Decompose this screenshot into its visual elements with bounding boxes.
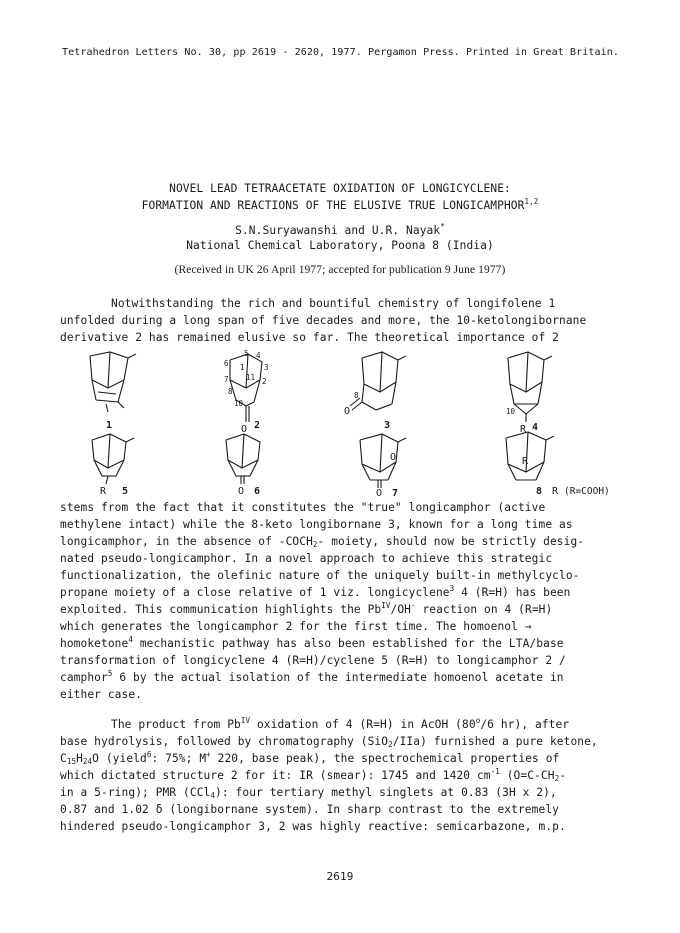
para2-line11: camphor$^5$ 6 by the actual isolation of the intermediate homoenol acetate in <box>60 669 564 684</box>
structure-label-5: 5 <box>122 486 129 497</box>
structure-7-drawing <box>360 434 406 488</box>
para2-line12: either case. <box>60 688 143 701</box>
para3-line7: hindered pseudo-longicamphor 3, 2 was highly reactive: semicarbazone, m.p. <box>60 820 566 833</box>
structure-6-drawing <box>226 434 260 484</box>
structure-1-drawing <box>90 352 136 412</box>
ring-number-1: 1 <box>240 363 245 372</box>
para3-line1: The product from $Pb^{IV}$ oxidation of 4 (R=H) in AcOH (80$^o$/6 hr), after <box>111 716 570 731</box>
affiliation: National Chemical Laboratory, Poona 8 (India) <box>186 239 494 252</box>
para2-line1: stems from the fact that it constitutes the "true" longicamphor (active <box>60 501 546 514</box>
ring-number-10-s4: 10 <box>506 407 516 416</box>
ring-number-7: 7 <box>224 375 229 384</box>
r-label-5: R <box>100 486 107 497</box>
para3-line4: which dictated structure 2 for it: IR (smear): 1745 and 1420 $cm^{-1}$ ($O=C-CH_2-$ <box>60 767 567 783</box>
para2-line10: transformation of longicyclene 4 (R=H)/cyclene 5 (R=H) to longicamphor 2 / <box>60 654 566 667</box>
r-equals-cooh: (R=COOH) <box>564 486 610 497</box>
page-number: 2619 <box>326 870 354 883</box>
para3-line5: in a 5-ring); PMR (CCl$_4$): four tertiary methyl singlets at 0.83 (3H x 2), <box>60 786 557 800</box>
para2-line6: propane moiety of a close relative of 1 viz. longicyclene$^3$ 4 (R=H) has been <box>60 584 571 599</box>
structure-label-8: 8 <box>536 486 543 497</box>
r-label-4: R <box>520 424 527 435</box>
structure-8-drawing <box>506 432 554 480</box>
ring-number-2: 2 <box>262 377 267 386</box>
ring-number-11: 11 <box>246 373 256 382</box>
para2-line2: methylene intact) while the 8-keto longibornane 3, known for a long time as <box>60 518 573 531</box>
structure-label-4: 4 <box>532 422 539 433</box>
para1-line1: Notwithstanding the rich and bountiful chemistry of longifolene 1 <box>111 297 556 310</box>
ring-number-4: 4 <box>256 351 261 360</box>
ring-number-8: 8 <box>228 387 233 396</box>
para2-line5: functionalization, the olefinic nature of the uniquely built-in methylcyclo- <box>60 569 580 582</box>
para3-line3: $C_{15}H_{24}O$ (yield$^6$: 75%; M+ 220, base peak), the spectrochemical properties of <box>60 750 560 766</box>
oxygen-label-6: O <box>238 486 245 497</box>
author-names: S.N.Suryawanshi and U.R. Nayak* <box>235 222 445 237</box>
structure-label-1: 1 <box>106 420 113 431</box>
ring-number-6: 6 <box>224 359 229 368</box>
r-label-8: R <box>552 486 559 497</box>
structure-2-drawing <box>230 354 262 422</box>
title-line-2: FORMATION AND REACTIONS OF THE ELUSIVE TRUE LONGICAMPHOR$^{1,2}$ <box>141 197 539 212</box>
r-label-8-inner: R <box>522 456 529 467</box>
ring-number-10: 10 <box>234 399 244 408</box>
para1-line3: derivative 2 has remained elusive so far. The theoretical importance of 2 <box>60 331 559 344</box>
para2-line8: which generates the longicamphor 2 for the first time. The homoenol → <box>60 620 532 633</box>
para2-line9: homoketone$^4$ mechanistic pathway has also been established for the LTA/base <box>60 635 564 650</box>
ring-number-3: 3 <box>264 363 269 372</box>
structure-label-7: 7 <box>392 488 399 498</box>
para2-line4: nated pseudo-longicamphor. In a novel approach to achieve this strategic <box>60 552 553 565</box>
oxygen-label-3: O <box>344 406 351 417</box>
structure-label-3: 3 <box>384 420 391 431</box>
structure-label-2: 2 <box>254 420 261 431</box>
title-line-1: NOVEL LEAD TETRAACETATE OXIDATION OF LONGICYCLENE: <box>169 182 511 195</box>
oxygen-label-7: O <box>376 488 383 498</box>
para2-line7: exploited. This communication highlights the $Pb^{IV}/OH^-$ reaction on 4 (R=H) <box>60 601 553 616</box>
oxygen-label-7-ring: O <box>390 452 397 463</box>
structure-5-drawing <box>92 434 134 484</box>
ring-number-5: 5 <box>244 349 249 358</box>
para3-line6: 0.87 and 1.02 δ (longibornane system). In sharp contrast to the extremely <box>60 803 559 816</box>
running-header: Tetrahedron Letters No. 30, pp 2619 - 2620, 1977. Pergamon Press. Printed in Great Britain. <box>62 47 619 58</box>
para2-line3: longicamphor, in the absence of $-COCH_2-$ moiety, should now be strictly desig- <box>60 535 585 549</box>
para1-line2: unfolded during a long span of five decades and more, the 10-ketolongibornane <box>60 314 587 327</box>
structure-label-6: 6 <box>254 486 261 497</box>
oxygen-label-2: O <box>241 424 248 435</box>
chemical-structures-figure <box>0 348 680 498</box>
structure-3-drawing <box>350 352 406 410</box>
ring-number-8-s3: 8 <box>354 391 359 400</box>
para3-line2: base hydrolysis, followed by chromatography (SiO$_2$/IIa) furnished a pure ketone, <box>60 735 598 749</box>
received-dates: (Received in UK 26 April 1977; accepted for publication 9 June 1977) <box>174 264 506 276</box>
